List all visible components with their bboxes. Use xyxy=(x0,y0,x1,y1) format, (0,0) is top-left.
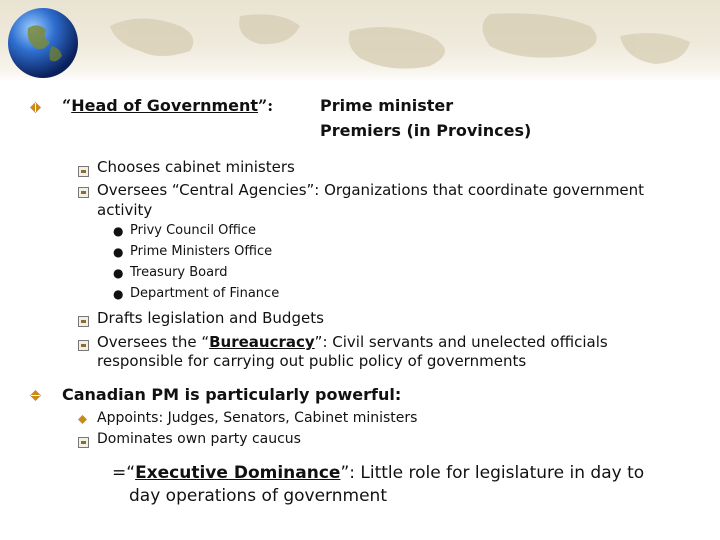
square-bullet-icon xyxy=(78,166,89,177)
square-bullet-icon xyxy=(78,340,89,351)
agency-item: Department of Finance xyxy=(130,286,280,301)
agency-item: Prime Ministers Office xyxy=(130,244,273,259)
executive-dominance-continued: day operations of government xyxy=(129,486,387,506)
duty-item: Chooses cabinet ministers xyxy=(97,158,295,176)
leaf-bullet-icon xyxy=(78,415,87,424)
executive-dominance-line: =“Executive Dominance”: Little role for legislature in day to xyxy=(112,463,645,483)
duty-item-continued: activity xyxy=(97,201,153,219)
premiers-text: Premiers (in Provinces) xyxy=(320,121,532,140)
head-of-government-label: “Head of Government”: xyxy=(62,96,274,115)
leaf-bullet-icon xyxy=(30,102,41,113)
bureaucracy-item-continued: responsible for carrying out public policy of governments xyxy=(97,352,527,370)
dot-bullet-icon: ● xyxy=(113,287,124,301)
powerful-heading: Canadian PM is particularly powerful: xyxy=(62,385,402,404)
world-map-decoration xyxy=(90,6,710,76)
globe-icon xyxy=(6,6,80,80)
square-bullet-icon xyxy=(78,316,89,327)
leaf-bullet-icon xyxy=(30,390,41,401)
prime-minister-text: Prime minister xyxy=(320,96,454,115)
agency-item: Treasury Board xyxy=(130,265,228,280)
dot-bullet-icon: ● xyxy=(113,266,124,280)
header-banner xyxy=(0,0,720,82)
square-bullet-icon xyxy=(78,437,89,448)
agency-item: Privy Council Office xyxy=(130,223,257,238)
dot-bullet-icon: ● xyxy=(113,245,124,259)
duty-item: Drafts legislation and Budgets xyxy=(97,309,324,327)
dot-bullet-icon: ● xyxy=(113,224,124,238)
powerful-item: Dominates own party caucus xyxy=(97,431,301,447)
bureaucracy-item: Oversees the “Bureaucracy”: Civil servants and unelected officials xyxy=(97,333,608,351)
duty-item: Oversees “Central Agencies”: Organizations that coordinate government xyxy=(97,181,645,199)
square-bullet-icon xyxy=(78,187,89,198)
powerful-item: Appoints: Judges, Senators, Cabinet ministers xyxy=(97,410,418,426)
